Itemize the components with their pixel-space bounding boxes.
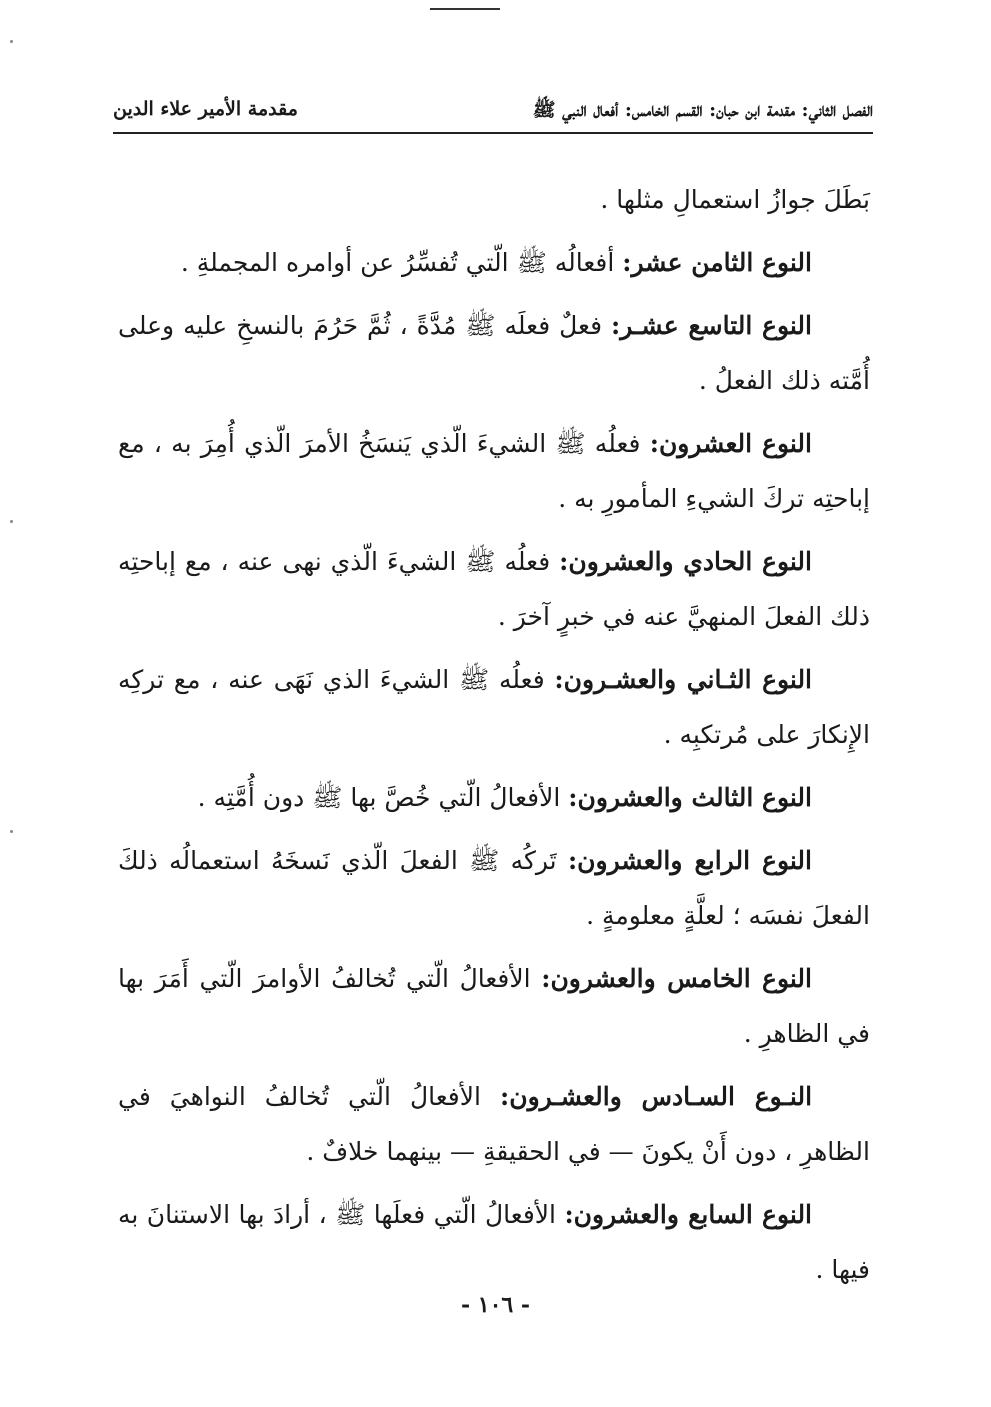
paragraph-heading: النـوع السـادس والعشـرون:	[499, 1082, 813, 1111]
margin-speck	[10, 520, 13, 523]
book-title: مقدمة الأمير علاء الدين	[113, 98, 298, 120]
paragraph-text: أفعالُه ﷺ الّتي تُفسِّرُ عن أوامره المجملةِ .	[180, 248, 615, 277]
paragraph-heading: النوع الرابع والعشرون:	[567, 846, 812, 875]
paragraph-text: تَركُه ﷺ الفعلَ الّذي نَسخَهُ استعمالُه ذلكَ الفعلَ نفسَه ؛ لعلَّةٍ معلومةٍ .	[118, 846, 870, 930]
page-number: - ١٠٦ -	[460, 1292, 531, 1318]
paragraph-heading: النوع الثـاني والعشـرون:	[554, 665, 813, 694]
paragraph-text: فعلٌ فعلَه ﷺ مُدَّةً ، ثُمَّ حَرُمَ بالنسخِ عليه وعلى أُمَّته ذلك الفعلُ .	[118, 311, 870, 395]
paragraph	[118, 298, 870, 408]
paragraph-heading: النوع العشرون:	[649, 429, 812, 458]
paragraph-text: الأفعالُ الّتي تُخالفُ النواهيَ في الظاهرِ ، دون أَنْ يكونَ — في الحقيقةِ — بينهما خلافٌ .	[118, 1082, 870, 1166]
paragraph-text: الأفعالُ الّتي فعلَها ﷺ ، أرادَ بها الاستنانَ به فيها .	[118, 1200, 870, 1284]
paragraph-heading: النوع الخامس والعشرون:	[541, 964, 812, 993]
paragraph	[118, 833, 870, 943]
paragraph	[118, 534, 870, 644]
paragraph	[118, 770, 870, 825]
paragraph	[118, 1069, 870, 1179]
paragraph	[118, 235, 870, 290]
paragraph-text: الأفعالُ الّتي تُخالفُ الأوامرَ الّتي أَمَرَ بها في الظاهرِ .	[118, 964, 870, 1048]
paragraph-text: فعلُه ﷺ الشيءَ الذي نَهَى عنه ، مع تركِه الإِنكارَ على مُرتكبِه .	[118, 665, 870, 749]
running-header	[113, 98, 873, 134]
paragraph-heading: النوع التاسع عشـر:	[611, 311, 812, 340]
paragraph-heading: النوع السابع والعشرون:	[564, 1200, 813, 1229]
paragraph-text: فعلُه ﷺ الشيءَ الّذي نهى عنه ، مع إباحتِه ذلك الفعلَ المنهيَّ عنه في خبرٍ آخرَ .	[118, 547, 870, 631]
paragraph-text: فعلُه ﷺ الشيءَ الّذي يَنسَخُ الأمرَ الّذي أُمِرَ به ، مع إباحتِه تركَ الشيءِ المأمورِ به .	[118, 429, 870, 513]
paragraph-heading: النوع الحادي والعشرون:	[559, 547, 812, 576]
margin-speck	[10, 40, 13, 43]
top-page-mark	[430, 0, 500, 10]
paragraph-heading: النوع الثامن عشر:	[622, 248, 812, 277]
chapter-title: الفصل الثاني: مقدمة ابن حبان: القسم الخامس: أفعال النبي ﷺ	[532, 99, 873, 121]
paragraph-heading: النوع الثالث والعشرون:	[568, 783, 812, 812]
paragraph	[118, 416, 870, 526]
paragraph-text: الأفعالُ الّتي خُصَّ بها ﷺ دون أُمَّتِه .	[197, 783, 561, 812]
paragraph	[118, 951, 870, 1061]
paragraph	[118, 652, 870, 762]
page-body	[118, 172, 870, 1305]
paragraph	[118, 1187, 870, 1297]
paragraph	[118, 172, 870, 227]
margin-speck	[10, 830, 13, 833]
paragraph-text: بَطَلَ جوازُ استعمالِ مثلها .	[600, 185, 870, 214]
